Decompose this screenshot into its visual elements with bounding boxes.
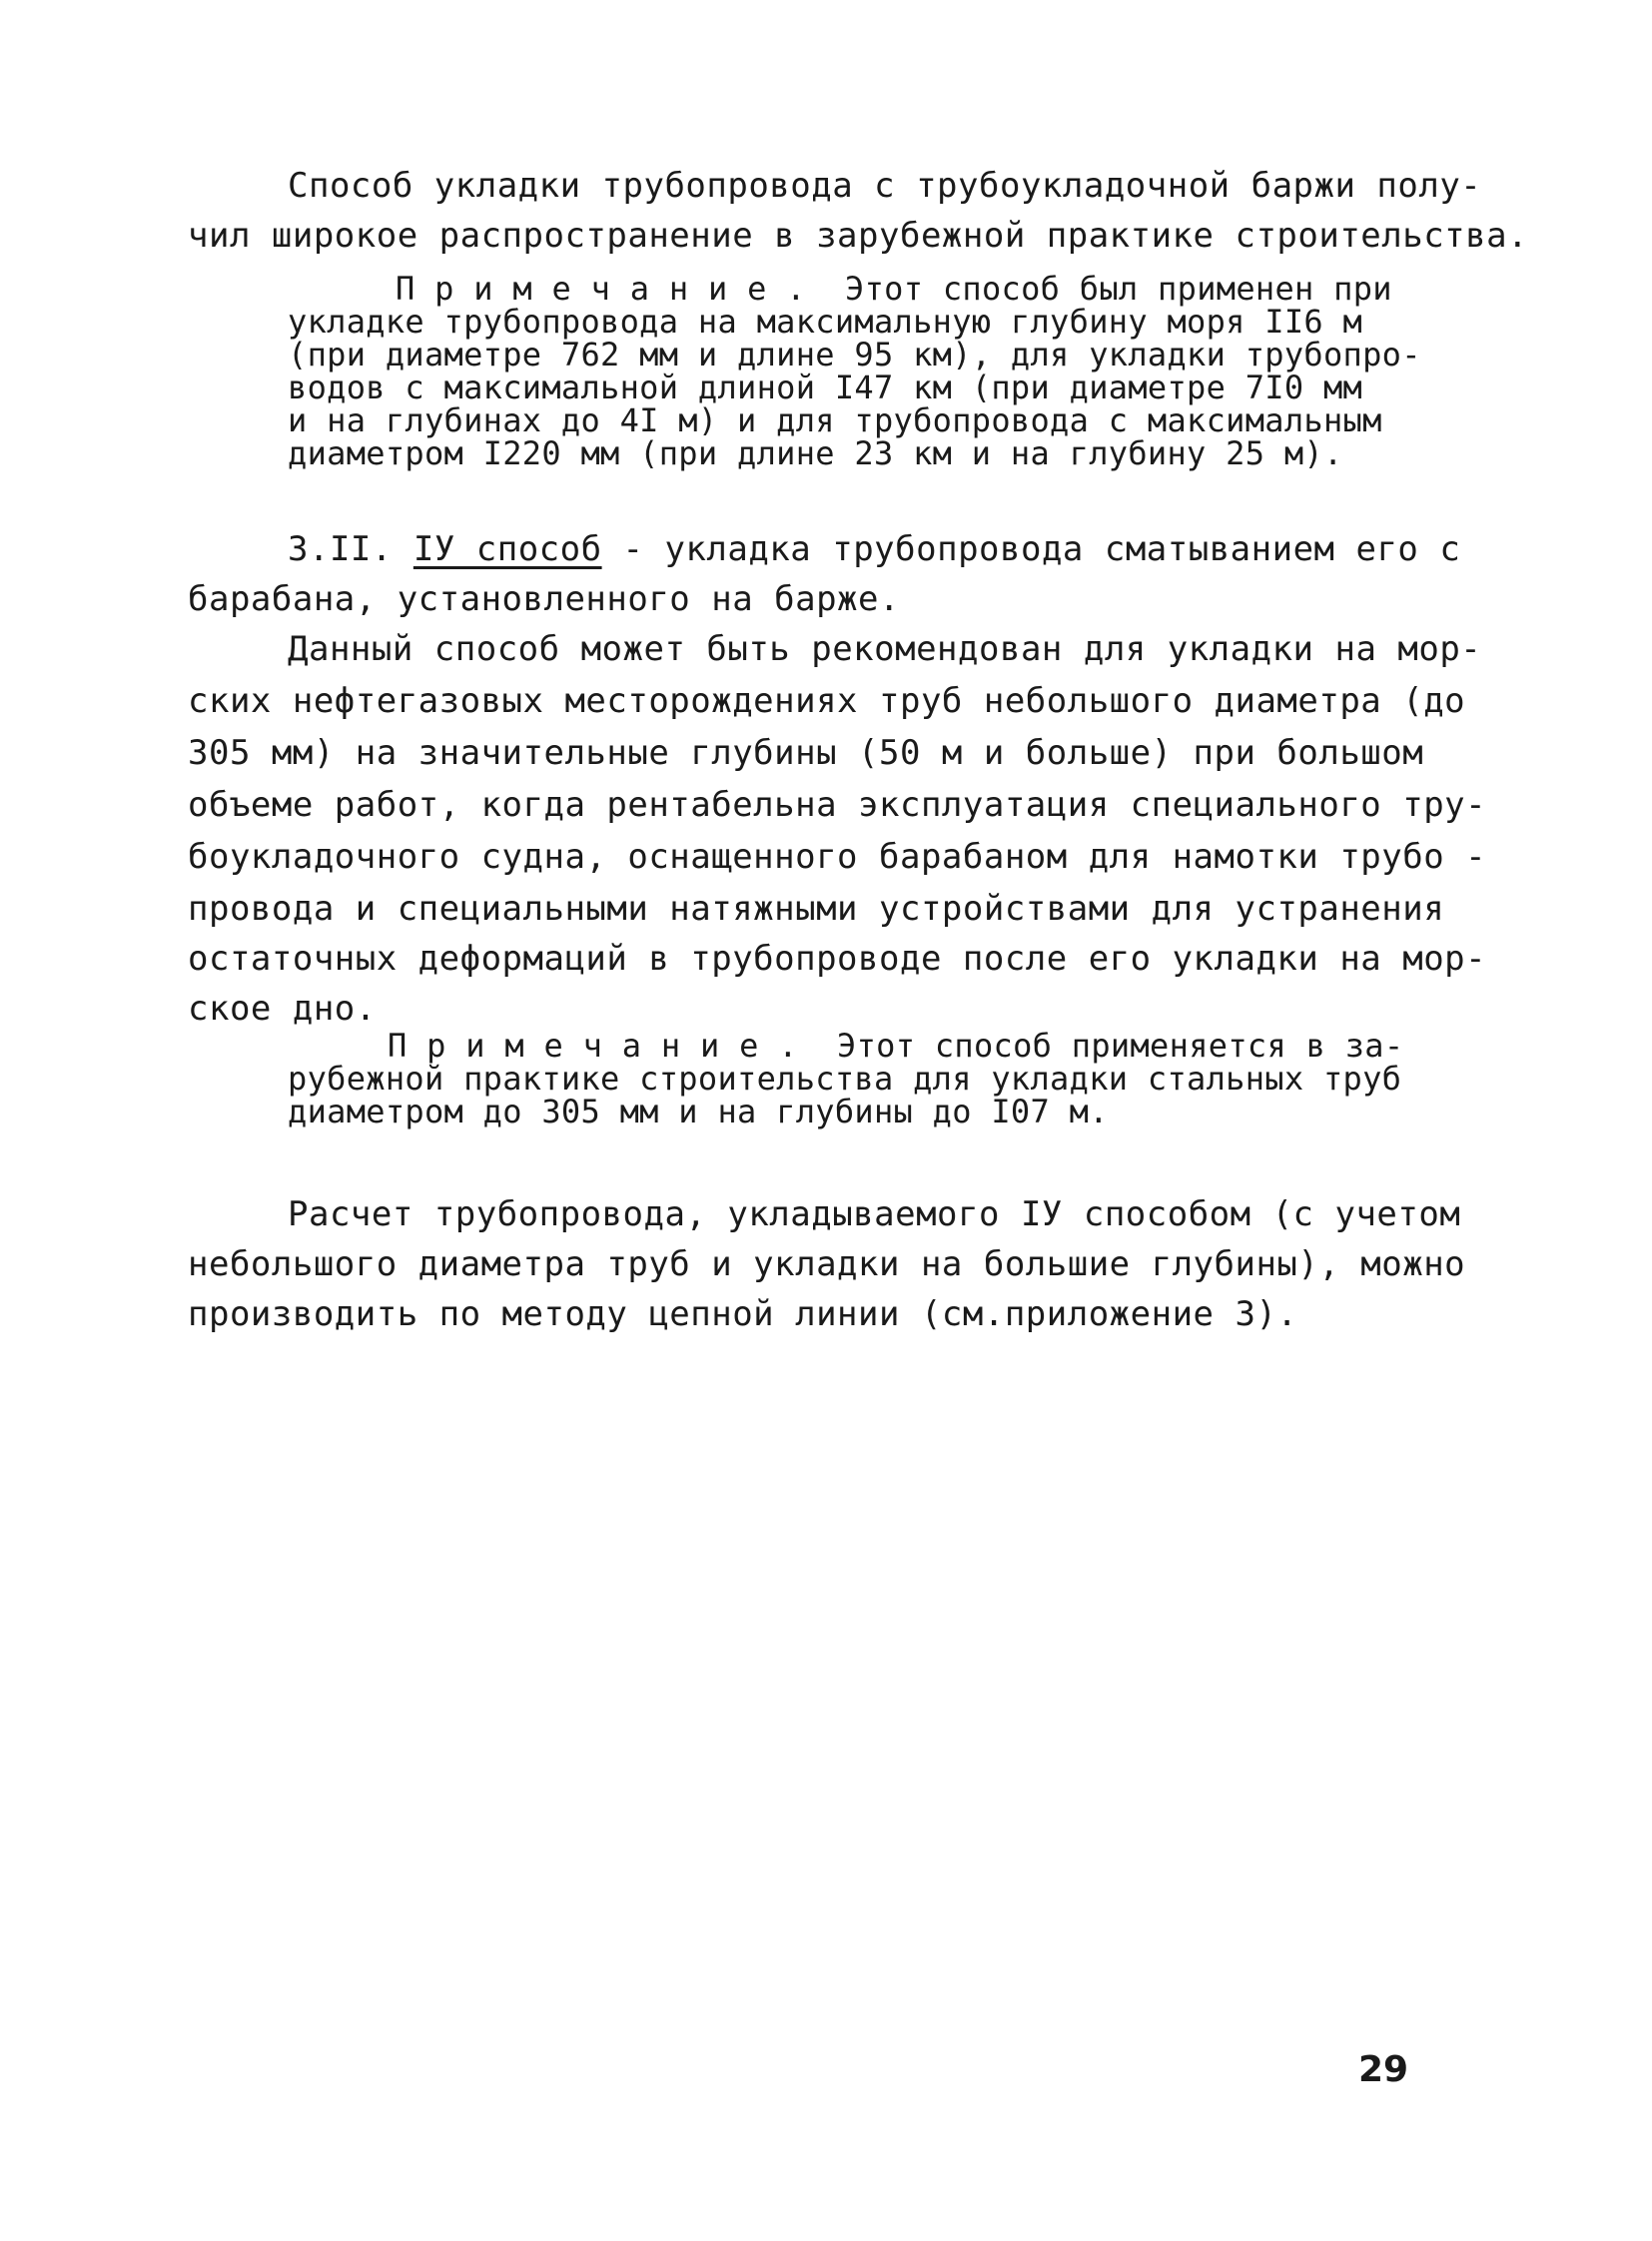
note-1-line-3: (при диаметре 762 мм и длине 95 км), для укладки трубопро- [288,336,1421,374]
paragraph-2-line-2: ских нефтегазовых месторождениях труб небольшого диаметра (до [188,681,1466,721]
section-3-11-line-2: барабана, установленного на барже. [188,579,900,619]
note-1-line-1: П р и м е ч а н и е . Этот способ был применен при [396,270,1392,308]
paragraph-2-line-8: ское дно. [188,989,377,1029]
paragraph-3-line-3: производить по методу цепной линии (см.приложение 3). [188,1294,1298,1334]
paragraph-1-line-1: Способ укладки трубопровода с трубоукладочной баржи полу- [288,166,1482,206]
section-number: 3.II. [288,529,393,569]
note-1-line-6: диаметром I220 мм (при длине 23 км и на глубину 25 м). [288,434,1343,472]
note-1-line-2: укладке трубопровода на максимальную глубину моря II6 м [288,303,1363,341]
paragraph-1-line-2: чил широкое распространение в зарубежной практике строительства. [188,216,1529,256]
section-3-11-line-1 [288,529,1460,569]
paragraph-2-line-6: провода и специальными натяжными устройствами для устранения [188,889,1445,929]
paragraph-2-line-1: Данный способ может быть рекомендован для укладки на мор- [288,629,1482,669]
note-1-line-4: водов с максимальной длиной I47 км (при диаметре 7I0 мм [288,369,1363,406]
section-line-1-rest: - укладка трубопровода сматыванием его с [601,529,1461,569]
note-2-line-2: рубежной практике строительства для укладки стальных труб [288,1060,1402,1098]
note-2-line-1: П р и м е ч а н и е . Этот способ применяется в за- [388,1027,1404,1065]
note-1-line-5: и на глубинах до 4I м) и для трубопровода с максимальным [288,401,1382,439]
paragraph-2-line-4: объеме работ, когда рентабельна эксплуатация специального тру- [188,785,1487,825]
paragraph-2-line-5: боукладочного судна, оснащенного барабаном для намотки трубо - [188,837,1487,877]
paragraph-2-line-3: 305 мм) на значительные глубины (50 м и больше) при большом [188,733,1424,773]
section-title: IУ способ [413,529,602,569]
paragraph-3-line-2: небольшого диаметра труб и укладки на большие глубины), можно [188,1244,1466,1284]
note-2-line-3: диаметром до 305 мм и на глубины до I07 м. [288,1093,1109,1130]
paragraph-2-line-7: остаточных деформаций в трубопроводе после его укладки на мор- [188,939,1487,979]
page-number: 29 [1358,2049,1409,2090]
paragraph-3-line-1: Расчет трубопровода, укладываемого IУ способом (с учетом [288,1194,1461,1234]
